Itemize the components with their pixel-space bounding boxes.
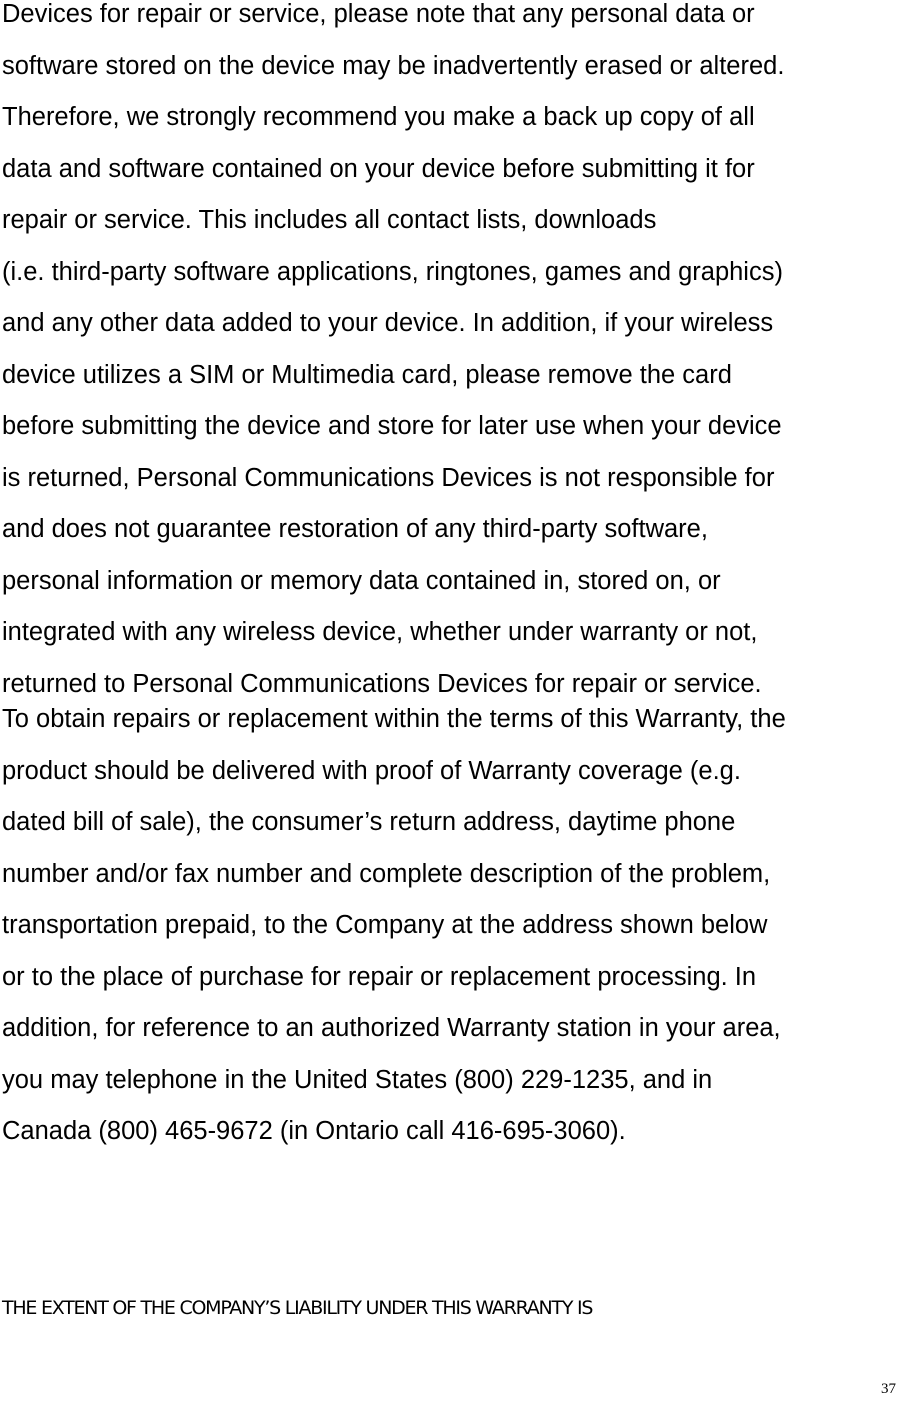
paragraph-line: and any other data added to your device. In addition, if your wireless <box>2 309 774 337</box>
paragraph-line: product should be delivered with proof of Warranty coverage (e.g. <box>2 756 741 785</box>
paragraph-line: Therefore, we strongly recommend you make a back up copy of all <box>2 103 755 131</box>
page-number: 37 <box>881 1381 896 1397</box>
paragraph-line: Canada (800) 465-9672 (in Ontario call 416-695-3060). <box>2 1117 626 1145</box>
paragraph-line: data and software contained on your device before submitting it for <box>2 154 755 183</box>
liability-heading: THE EXTENT OF THE COMPANY’S LIABILITY UNDER THIS WARRANTY IS <box>2 1297 593 1319</box>
paragraph-line: you may telephone in the United States (800) 229-1235, and in <box>2 1065 713 1094</box>
paragraph-line: repair or service. This includes all contact lists, downloads <box>2 206 657 234</box>
paragraph-line: and does not guarantee restoration of any third-party software, <box>2 515 708 543</box>
paragraph-line: Devices for repair or service, please note that any personal data or <box>2 0 755 28</box>
paragraph-line: addition, for reference to an authorized Warranty station in your area, <box>2 1014 781 1042</box>
paragraph-line: before submitting the device and store for later use when your device <box>2 412 782 440</box>
paragraph-line: device utilizes a SIM or Multimedia card, please remove the card <box>2 360 732 389</box>
paragraph-line: is returned, Personal Communications Devices is not responsible for <box>2 463 775 492</box>
data-backup-paragraph <box>2 0 899 710</box>
paragraph-line: (i.e. third-party software applications, ringtones, games and graphics) <box>2 257 783 286</box>
paragraph-line: number and/or fax number and complete description of the problem, <box>2 859 771 888</box>
paragraph-line: To obtain repairs or replacement within the terms of this Warranty, the <box>2 705 786 733</box>
paragraph-line: software stored on the device may be inadvertently erased or altered. <box>2 51 785 80</box>
paragraph-line: or to the place of purchase for repair or replacement processing. In <box>2 962 757 991</box>
paragraph-line: dated bill of sale), the consumer’s return address, daytime phone <box>2 808 736 836</box>
paragraph-line: personal information or memory data contained in, stored on, or <box>2 566 721 595</box>
paragraph-line: transportation prepaid, to the Company at the address shown below <box>2 911 768 939</box>
paragraph-line: returned to Personal Communications Devices for repair or service. <box>2 669 762 698</box>
repair-instructions-paragraph <box>2 694 899 1158</box>
paragraph-line: integrated with any wireless device, whether under warranty or not, <box>2 618 758 646</box>
